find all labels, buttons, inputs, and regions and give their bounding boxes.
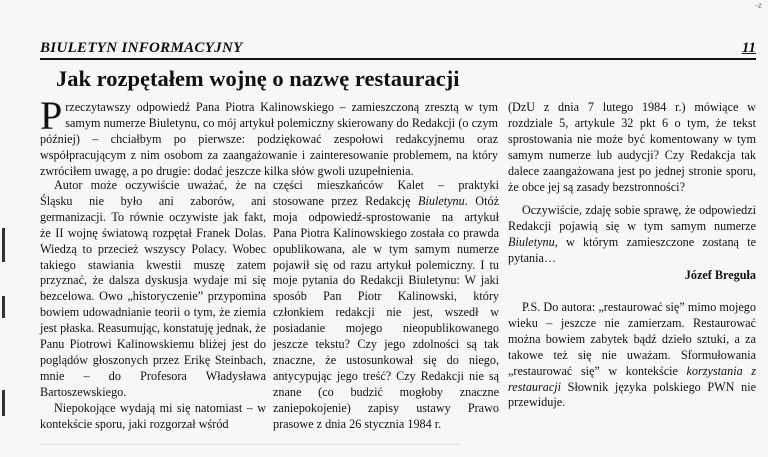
intro-text: rzeczytawszy odpowiedź Pana Piotra Kalinowskiego – zamieszczoną zresztą w tym samym numerze Biuletynu, co mój artykuł polemiczny skierowany do Redakcji (o czym później) – chciałbym po pierwsze: podziękować zespołowi redakcyjnemu oraz współpracującym z nim osobom za zaangażowanie i zainteresowanie problemem, na który zwróciłem uwagę, a po drugie: dodać jeszcze kilka słów gwoli uzupełnienia. bbox=[40, 100, 498, 178]
article-intro bbox=[40, 93, 498, 180]
article-title: Jak rozpętałem wojnę o nazwę restauracji bbox=[56, 66, 460, 91]
column-3 bbox=[508, 100, 756, 411]
paragraph: części mieszkańców Kalet – praktyki stosowane przez Redakcję Biuletynu. Otóż moja odpowiedź-sprostowanie na artykuł Pana Piotra Kalinowskiego została co prawda opublikowana, ale w tym samym numerze pojawił się od razu artykuł polemiczny. I tu moje pytania do Redakcji Biuletynu: W jaki sposób Pan Piotr Kalinowski, który członkiem redakcji nie jest, wszedł w posiadanie mojego nieopublikowanego jeszcze tekstu? Czy jego zdolności są tak znaczne, że ustosunkował się do niego, antycypując jego treść? Czy Redakcji nie są znane (co budzić mogłoby znaczne zaniepokojenie) zapisy ustawy Prawo prasowe z dnia 26 stycznia 1984 r. bbox=[273, 178, 499, 431]
scan-edge-mark bbox=[2, 296, 5, 318]
paragraph: Autor może oczywiście uważać, że na Śląsku nie było ani zaborów, ani germanizacji. To równie oczywiste jak fakt, że II wojnę światową rozpętał Franek Dolas. Wiedzą to przecież wszyscy Polacy. Wobec takiego stawiania kwestii muszę zatem przyznać, że dalsza dyskusja wydaje mi się bezcelowa. Owo „historyczenie” przypomina bowiem udowadnianie teorii o tym, że ziemia jest płaska. Reasumując, konstatuję jednak, że Panu Piotrowi Kalinowskiemu bliżej jest do poglądów głoszonych przez Erikę Steinbach, mnie – do Profesora Władysława Bartoszewskiego. bbox=[40, 178, 266, 399]
emphasis: Biuletynu bbox=[508, 235, 555, 250]
paragraph: (DzU z dnia 7 lutego 1984 r.) mówiące w rozdziale 5, artykule 32 pkt 6 o tym, że tekst sprostowania nie może być komentowany w tym samym numerze lub audycji? Czy Redakcja tak dalece zaangażowana jest po jednej stronie sporu, że obce jej są zasady bezstronności? bbox=[508, 100, 756, 194]
column-2 bbox=[273, 178, 499, 433]
postscript: P.S. Do autora: „restaurować się” mimo mojego wieku – jeszcze nie zamierzam. Restaurować można bowiem zabytek bądź dzieło sztuki, a za takowe też się nie uważam. Sformułowania „restaurować się” w kontekście korzystania z restauracji Słownik języka polskiego PWN nie przewiduje. bbox=[508, 299, 757, 410]
corner-mark: -z bbox=[755, 0, 762, 10]
running-header bbox=[40, 40, 756, 60]
emphasis: korzystania z restauracji bbox=[508, 363, 757, 394]
publication-name: BIULETYN INFORMACYJNY bbox=[40, 40, 243, 56]
scan-edge-mark bbox=[2, 390, 5, 416]
emphasis: Biuletynu bbox=[418, 193, 465, 208]
scan-edge-mark bbox=[2, 228, 5, 262]
paragraph: Niepokojące wydają mi się natomiast – w kontekście sporu, jaki rozgorzał wśród bbox=[40, 400, 266, 431]
drop-cap: P bbox=[40, 93, 63, 138]
page-number: 11 bbox=[741, 40, 756, 56]
next-article-cutoff bbox=[40, 444, 460, 457]
column-1 bbox=[40, 178, 266, 433]
author-signature: Józef Breguła bbox=[684, 268, 756, 283]
paragraph: Oczywiście, zdaję sobie sprawę, że odpowiedzi Redakcji pojawią się w tym samym numerze Biuletynu, w którym zamieszczone zostaną te pytania… bbox=[508, 203, 756, 266]
